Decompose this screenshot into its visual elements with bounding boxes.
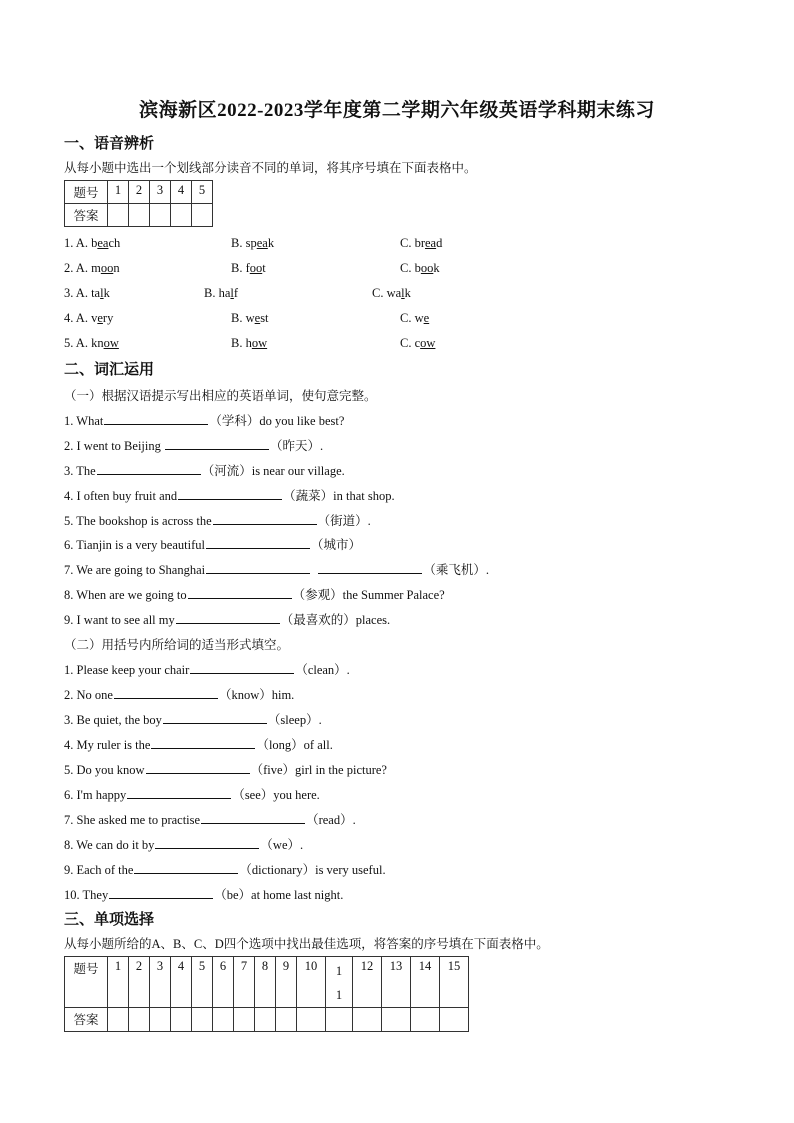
answer-blank[interactable] bbox=[146, 762, 250, 774]
section-instruction: 从每小题所给的A、B、C、D四个选项中找出最佳选项，将答案的序号填在下面表格中。 bbox=[64, 937, 549, 951]
table-number-cell: 1 1 bbox=[326, 957, 353, 1008]
table-number-cell: 8 bbox=[255, 957, 276, 1008]
table-number-cell: 12 bbox=[353, 957, 382, 1008]
table-number-cell: 6 bbox=[213, 957, 234, 1008]
answer-cell[interactable] bbox=[276, 1008, 297, 1032]
answer-cell[interactable] bbox=[129, 1008, 150, 1032]
answer-blank[interactable] bbox=[178, 488, 282, 500]
question-option: C. cow bbox=[400, 336, 436, 350]
fill-question: 8. When are we going to （参观）the Summer Palace? bbox=[64, 588, 445, 602]
table-number-cell: 2 bbox=[129, 957, 150, 1008]
answer-blank[interactable] bbox=[176, 612, 280, 624]
answer-cell[interactable] bbox=[192, 204, 213, 227]
answer-cell[interactable] bbox=[297, 1008, 326, 1032]
question-option: B. west bbox=[231, 311, 269, 325]
question-option: C. walk bbox=[372, 286, 411, 300]
answer-blank[interactable] bbox=[318, 562, 422, 574]
answer-blank[interactable] bbox=[206, 562, 310, 574]
question-option: B. speak bbox=[231, 236, 275, 250]
table-number-cell: 1 bbox=[108, 957, 129, 1008]
fill-question: 5. The bookshop is across the （街道）. bbox=[64, 514, 371, 528]
answer-cell[interactable] bbox=[213, 1008, 234, 1032]
table-number-cell: 4 bbox=[171, 181, 192, 204]
answer-blank[interactable] bbox=[114, 687, 218, 699]
question-option: B. how bbox=[231, 336, 268, 350]
question-option: 5. A. know bbox=[64, 336, 119, 350]
fill-question: 6. I'm happy （see）you here. bbox=[64, 788, 320, 802]
fill-question: 3. The （河流）is near our village. bbox=[64, 464, 345, 478]
question-option: B. half bbox=[204, 286, 239, 300]
fill-question: 8. We can do it by （we）. bbox=[64, 838, 304, 852]
question-option: 1. A. beach bbox=[64, 236, 121, 250]
table-number-cell: 4 bbox=[171, 957, 192, 1008]
table-number-cell: 13 bbox=[382, 957, 411, 1008]
answer-blank[interactable] bbox=[163, 712, 267, 724]
fill-question: 1. What （学科）do you like best? bbox=[64, 414, 345, 428]
fill-question: 7. She asked me to practise （read）. bbox=[64, 813, 356, 827]
table-header-label: 题号 bbox=[65, 181, 108, 204]
table-number-cell: 3 bbox=[150, 181, 171, 204]
answer-blank[interactable] bbox=[127, 787, 231, 799]
section-heading-phonetics: 一、语音辨析 bbox=[64, 136, 155, 152]
table-number-cell: 2 bbox=[129, 181, 150, 204]
answer-blank[interactable] bbox=[206, 537, 310, 549]
answer-cell[interactable] bbox=[326, 1008, 353, 1032]
question-option: B. foot bbox=[231, 261, 266, 275]
page-title: 滨海新区2022-2023学年度第二学期六年级英语学科期末练习 bbox=[139, 100, 655, 121]
answer-cell[interactable] bbox=[440, 1008, 469, 1032]
answer-cell[interactable] bbox=[234, 1008, 255, 1032]
answer-blank[interactable] bbox=[190, 662, 294, 674]
table-number-cell: 7 bbox=[234, 957, 255, 1008]
question-option: C. book bbox=[400, 261, 440, 275]
table-number-cell: 5 bbox=[192, 957, 213, 1008]
fill-question: 9. Each of the （dictionary）is very useful. bbox=[64, 863, 386, 877]
fill-question: 10. They （be）at home last night. bbox=[64, 888, 344, 902]
answer-blank[interactable] bbox=[165, 438, 269, 450]
table-number-cell: 9 bbox=[276, 957, 297, 1008]
answer-table-3 bbox=[64, 956, 469, 1032]
answer-cell[interactable] bbox=[150, 1008, 171, 1032]
table-number-cell: 14 bbox=[411, 957, 440, 1008]
section-instruction: 从每小题中选出一个划线部分读音不同的单词，将其序号填在下面表格中。 bbox=[64, 161, 477, 175]
fill-question: 2. I went to Beijing （昨天）. bbox=[64, 439, 324, 453]
answer-blank[interactable] bbox=[213, 513, 317, 525]
table-header-label: 题号 bbox=[65, 957, 108, 1008]
table-answer-label: 答案 bbox=[65, 204, 108, 227]
answer-cell[interactable] bbox=[150, 204, 171, 227]
question-option: 2. A. moon bbox=[64, 261, 120, 275]
answer-blank[interactable] bbox=[155, 837, 259, 849]
fill-question: 6. Tianjin is a very beautiful （城市） bbox=[64, 538, 361, 552]
answer-blank[interactable] bbox=[151, 737, 255, 749]
answer-cell[interactable] bbox=[411, 1008, 440, 1032]
table-number-cell: 10 bbox=[297, 957, 326, 1008]
fill-question: 5. Do you know （five）girl in the picture? bbox=[64, 763, 387, 777]
answer-cell[interactable] bbox=[108, 1008, 129, 1032]
fill-question: 2. No one （know）him. bbox=[64, 688, 295, 702]
answer-blank[interactable] bbox=[97, 463, 201, 475]
table-number-cell: 3 bbox=[150, 957, 171, 1008]
answer-cell[interactable] bbox=[129, 204, 150, 227]
section-heading-vocabulary: 二、词汇运用 bbox=[64, 362, 155, 378]
fill-question: 3. Be quiet, the boy （sleep）. bbox=[64, 713, 322, 727]
answer-blank[interactable] bbox=[134, 862, 238, 874]
answer-cell[interactable] bbox=[171, 1008, 192, 1032]
question-option: 3. A. talk bbox=[64, 286, 110, 300]
table-number-cell: 15 bbox=[440, 957, 469, 1008]
answer-blank[interactable] bbox=[109, 887, 213, 899]
answer-blank[interactable] bbox=[104, 413, 208, 425]
question-option: C. bread bbox=[400, 236, 443, 250]
question-option: 4. A. very bbox=[64, 311, 114, 325]
question-option: C. we bbox=[400, 311, 430, 325]
section-heading-choice: 三、单项选择 bbox=[64, 912, 155, 928]
fill-question: 7. We are going to Shanghai （乘飞机）. bbox=[64, 563, 489, 577]
answer-blank[interactable] bbox=[201, 812, 305, 824]
fill-question: 9. I want to see all my （最喜欢的）places. bbox=[64, 613, 391, 627]
part-instruction: （一）根据汉语提示写出相应的英语单词，使句意完整。 bbox=[64, 389, 377, 403]
table-number-cell: 1 bbox=[108, 181, 129, 204]
fill-question: 4. My ruler is the （long）of all. bbox=[64, 738, 333, 752]
answer-cell[interactable] bbox=[171, 204, 192, 227]
answer-table-1 bbox=[64, 180, 213, 227]
fill-question: 1. Please keep your chair （clean）. bbox=[64, 663, 350, 677]
answer-cell[interactable] bbox=[192, 1008, 213, 1032]
table-answer-label: 答案 bbox=[65, 1008, 108, 1032]
answer-cell[interactable] bbox=[382, 1008, 411, 1032]
fill-question: 4. I often buy fruit and （蔬菜）in that shop. bbox=[64, 489, 395, 503]
answer-blank[interactable] bbox=[188, 587, 292, 599]
answer-cell[interactable] bbox=[353, 1008, 382, 1032]
answer-cell[interactable] bbox=[255, 1008, 276, 1032]
table-number-cell: 5 bbox=[192, 181, 213, 204]
part-instruction: （二）用括号内所给词的适当形式填空。 bbox=[64, 638, 290, 652]
answer-cell[interactable] bbox=[108, 204, 129, 227]
